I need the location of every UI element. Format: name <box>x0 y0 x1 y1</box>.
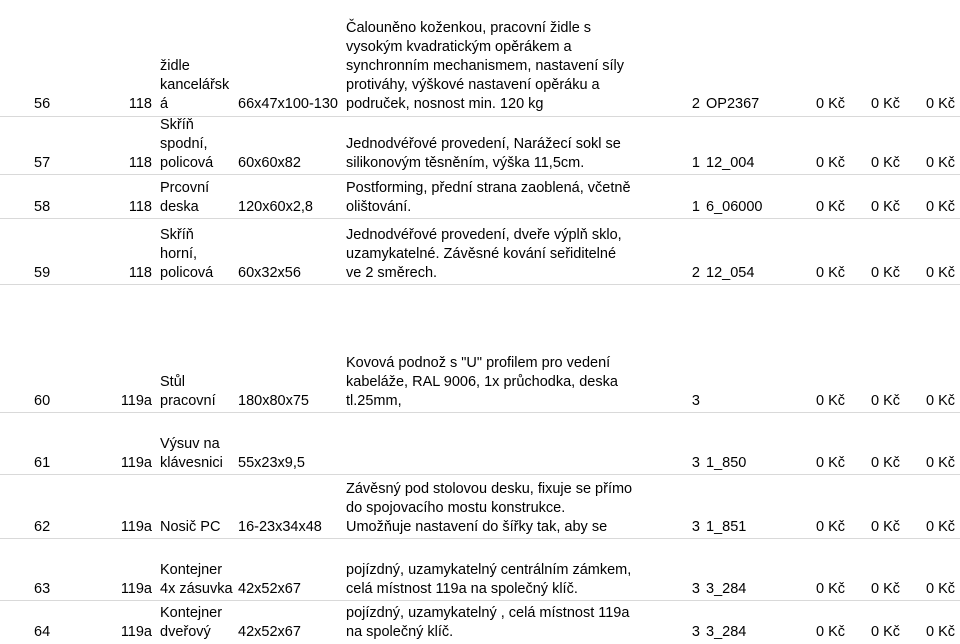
row-number: 57 <box>34 155 51 171</box>
product-code: 1_850 <box>706 455 747 471</box>
item-name <box>160 435 223 473</box>
total-price-vat: 0 Kč <box>925 393 955 409</box>
description-line: uzamykatelné. Závěsné kování seřiditelné <box>346 246 617 262</box>
product-code: 12_054 <box>706 265 755 281</box>
unit-price: 0 Kč <box>815 519 845 535</box>
dimensions: 42x52x67 <box>238 581 301 597</box>
total-price-vat: 0 Kč <box>925 199 955 215</box>
row-number: 60 <box>34 393 51 409</box>
item-name-line: policová <box>160 265 214 281</box>
room-number: 119a <box>120 519 152 535</box>
row-number: 56 <box>34 96 51 112</box>
item-name <box>160 561 233 599</box>
total-price: 0 Kč <box>870 199 900 215</box>
item-name-line: Kontejner <box>160 605 223 621</box>
table-row <box>0 284 960 413</box>
row-number: 62 <box>34 519 51 535</box>
dimensions: 180x80x75 <box>238 393 309 409</box>
total-price: 0 Kč <box>870 519 900 535</box>
table-row <box>0 0 960 116</box>
total-price: 0 Kč <box>870 265 900 281</box>
item-name <box>160 518 220 537</box>
room-number: 118 <box>128 199 152 215</box>
item-name-line: horní, <box>160 246 198 262</box>
quantity: 3 <box>691 581 700 597</box>
total-price: 0 Kč <box>870 96 900 112</box>
row-number: 59 <box>34 265 51 281</box>
description-line: Jednodvéřové provedení, dveře výplň sklo, <box>346 227 622 243</box>
total-price: 0 Kč <box>870 455 900 471</box>
product-code: 6_06000 <box>706 199 763 215</box>
description <box>346 19 624 114</box>
item-name-line: Prcovní <box>160 180 210 196</box>
description-line: vysokým kvadratickým opěrákem a <box>346 39 572 55</box>
description-line: na společný klíč. <box>346 624 454 640</box>
item-name-line: Skříň <box>160 227 194 243</box>
row-number: 58 <box>34 199 51 215</box>
unit-price: 0 Kč <box>815 455 845 471</box>
quantity: 2 <box>691 96 700 112</box>
product-code: 12_004 <box>706 155 755 171</box>
total-price: 0 Kč <box>870 155 900 171</box>
table-row <box>0 412 960 475</box>
total-price: 0 Kč <box>870 624 900 640</box>
item-name-line: Nosič PC <box>160 519 221 535</box>
unit-price: 0 Kč <box>815 96 845 112</box>
description <box>346 354 618 411</box>
room-number: 119a <box>120 393 152 409</box>
item-name-line: pracovní <box>160 393 216 409</box>
item-name <box>160 226 213 283</box>
item-name-line: kancelářsk <box>160 77 230 93</box>
item-name-line: Skříň <box>160 117 194 133</box>
row-number: 64 <box>34 624 51 640</box>
item-name-line: 4x zásuvka <box>160 581 233 597</box>
description-line: tl.25mm, <box>346 393 402 409</box>
total-price: 0 Kč <box>870 393 900 409</box>
room-number: 119a <box>120 581 152 597</box>
item-name-line: spodní, <box>160 136 208 152</box>
item-name-line: Kontejner <box>160 562 223 578</box>
description-line: silikonovým těsněním, výška 11,5cm. <box>346 155 585 171</box>
row-number: 61 <box>34 455 51 471</box>
description <box>346 480 632 537</box>
description <box>346 135 621 173</box>
unit-price: 0 Kč <box>815 393 845 409</box>
quantity: 3 <box>691 624 700 640</box>
description-line: protiváhy, výškové nastavení opěráku a <box>346 77 600 93</box>
description <box>346 226 622 283</box>
description <box>346 561 631 599</box>
room-number: 118 <box>128 96 152 112</box>
description <box>346 179 631 217</box>
item-name <box>160 373 216 411</box>
room-number: 118 <box>128 155 152 171</box>
table-row <box>0 218 960 285</box>
description-line: pojízdný, uzamykatelný centrálním zámkem, <box>346 562 632 578</box>
item-name-line: Výsuv na <box>160 436 220 452</box>
description-line: synchronním mechanismem, nastavení síly <box>346 58 625 74</box>
unit-price: 0 Kč <box>815 265 845 281</box>
product-code: 3_284 <box>706 581 747 597</box>
room-number: 119a <box>120 624 152 640</box>
description-line: ve 2 směrech. <box>346 265 438 281</box>
dimensions: 60x60x82 <box>238 155 301 171</box>
description-line: Jednodvéřové provedení, Narážecí sokl se <box>346 136 621 152</box>
table-row <box>0 174 960 219</box>
item-name <box>160 604 222 642</box>
dimensions: 16-23x34x48 <box>238 519 322 535</box>
item-name-line: policová <box>160 155 214 171</box>
total-price-vat: 0 Kč <box>925 155 955 171</box>
total-price-vat: 0 Kč <box>925 519 955 535</box>
product-code: 1_851 <box>706 519 747 535</box>
description-line: celá místnost 119a na společný klíč. <box>346 581 578 597</box>
item-name <box>160 116 213 173</box>
item-name-line: deska <box>160 199 199 215</box>
table-row <box>0 538 960 601</box>
description-line: Kovová podnož s "U" profilem pro vedení <box>346 355 611 371</box>
total-price-vat: 0 Kč <box>925 96 955 112</box>
description-line: do spojovacího mostu konstrukce. <box>346 500 566 516</box>
item-name-line: Stůl <box>160 374 185 390</box>
description-line: Postforming, přední strana zaoblená, včetně <box>346 180 631 196</box>
item-name <box>160 179 209 217</box>
room-number: 119a <box>120 455 152 471</box>
dimensions: 55x23x9,5 <box>238 455 305 471</box>
dimensions: 42x52x67 <box>238 624 301 640</box>
total-price-vat: 0 Kč <box>925 265 955 281</box>
product-code: OP2367 <box>706 96 760 112</box>
quantity: 2 <box>691 265 700 281</box>
table-row <box>0 116 960 175</box>
unit-price: 0 Kč <box>815 155 845 171</box>
unit-price: 0 Kč <box>815 199 845 215</box>
item-name-line: klávesnici <box>160 455 223 471</box>
total-price: 0 Kč <box>870 581 900 597</box>
description-line: pojízdný, uzamykatelný , celá místnost 119a <box>346 605 630 621</box>
room-number: 118 <box>128 265 152 281</box>
product-code: 3_284 <box>706 624 747 640</box>
dimensions: 60x32x56 <box>238 265 301 281</box>
description-line: Závěsný pod stolovou desku, fixuje se přímo <box>346 481 633 497</box>
description-line: Čalouněno koženkou, pracovní židle s <box>346 20 592 36</box>
description <box>346 604 629 642</box>
quantity: 3 <box>691 519 700 535</box>
item-name-line: dveřový <box>160 624 211 640</box>
row-number: 63 <box>34 581 51 597</box>
description-line: kabeláže, RAL 9006, 1x průchodka, deska <box>346 374 618 390</box>
unit-price: 0 Kč <box>815 624 845 640</box>
description-line: Umožňuje nastavení do šířky tak, aby se <box>346 519 608 535</box>
dimensions: 66x47x100-130 <box>238 96 338 112</box>
total-price-vat: 0 Kč <box>925 581 955 597</box>
table-row <box>0 600 960 644</box>
quantity: 3 <box>691 393 700 409</box>
item-name <box>160 57 229 114</box>
item-name-line: židle <box>160 58 190 74</box>
dimensions: 120x60x2,8 <box>238 199 313 215</box>
table-row <box>0 474 960 539</box>
total-price-vat: 0 Kč <box>925 624 955 640</box>
quantity: 1 <box>691 199 700 215</box>
unit-price: 0 Kč <box>815 581 845 597</box>
total-price-vat: 0 Kč <box>925 455 955 471</box>
quantity: 3 <box>691 455 700 471</box>
description-line: područek, nosnost min. 120 kg <box>346 96 544 112</box>
quantity: 1 <box>691 155 700 171</box>
description-line: olištování. <box>346 199 412 215</box>
item-name-line: á <box>160 96 169 112</box>
